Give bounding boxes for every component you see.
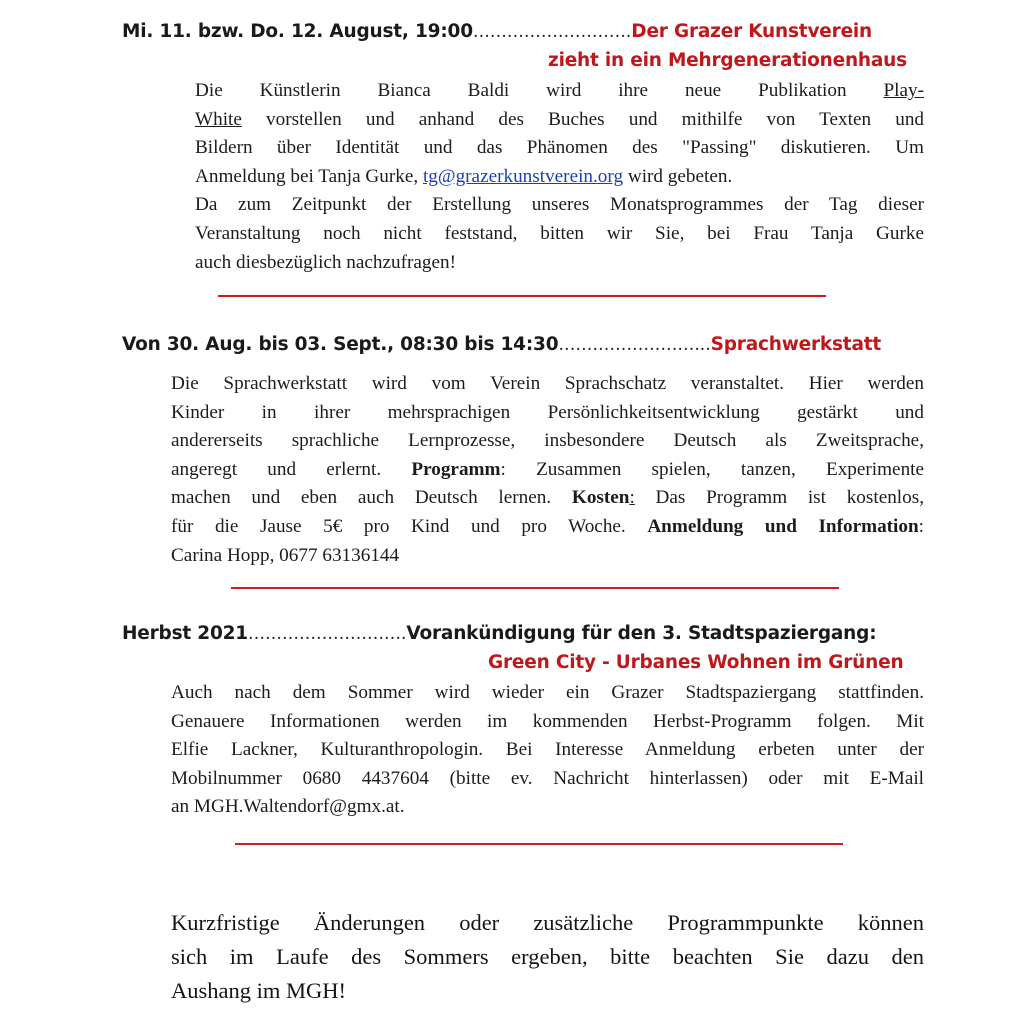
closing-note (171, 906, 924, 1008)
text-line: Bildern über Identität und das Phänomen des "Passing" diskutieren. Um (195, 137, 924, 159)
event2-dots: ……………………... (558, 335, 711, 355)
note-line: Kurzfristige Änderungen oder zusätzliche Programmpunkte können (171, 910, 924, 935)
event3-dots: ………………………. (247, 624, 407, 644)
text-line: angeregt und erlernt. Programm: Zusammen spielen, tanzen, Experimente (171, 458, 925, 480)
text-line: Die Künstlerin Bianca Baldi wird ihre neue Publikation Play- (195, 80, 924, 101)
note-line: Aushang im MGH! (171, 978, 346, 1003)
event1-heading (122, 21, 872, 43)
registration-label: Anmeldung und Information (647, 515, 919, 537)
divider-3 (235, 843, 843, 845)
event3-title-line1: Vorankündigung für den 3. Stadtspaziergang: (406, 623, 877, 644)
text-line: auch diesbezüglich nachzufragen! (195, 251, 457, 273)
program-label: Programm (411, 458, 501, 480)
text-line: Mobilnummer 0680 4437604 (bitte ev. Nachricht hinterlassen) oder mit E-Mail (171, 767, 924, 789)
text-line: Kinder in ihrer mehrsprachigen Persönlichkeitsentwicklung gestärkt und (171, 401, 924, 423)
text-line: Elfie Lackner, Kulturanthropologin. Bei Interesse Anmeldung erbeten unter der (171, 739, 924, 761)
divider-1 (218, 295, 826, 297)
text-line: für die Jause 5€ pro Kind und pro Woche. Anmeldung und Information: (171, 515, 924, 537)
event2-description (171, 370, 924, 570)
text-line: Anmeldung bei Tanja Gurke, tg@grazerkunstverein.org wird gebeten. (195, 165, 733, 187)
costs-label: Kosten (571, 487, 630, 509)
text-line: White vorstellen und anhand des Buches und mithilfe von Texten und (195, 108, 925, 130)
event3-description (171, 679, 924, 822)
contact-line: Carina Hopp, 0677 63136144 (171, 544, 400, 566)
event2-heading (122, 334, 881, 356)
event3-date: Herbst 2021 (122, 623, 248, 644)
event1-dots: ………………………. (472, 22, 632, 42)
text-line: Die Sprachwerkstatt wird vom Verein Sprachschatz veranstaltet. Hier werden (171, 373, 924, 394)
event2-title: Sprachwerkstatt (710, 334, 882, 355)
divider-2 (231, 587, 839, 589)
email-line: an MGH.Waltendorf@gmx.at. (171, 796, 405, 818)
event3-title-line2: Green City - Urbanes Wohnen im Grünen (488, 652, 904, 673)
event1-title-line1: Der Grazer Kunstverein (631, 21, 873, 42)
note-line: sich im Laufe des Sommers ergeben, bitte beachten Sie dazu den (171, 944, 924, 969)
text-line: machen und eben auch Deutsch lernen. Kosten: Das Programm ist kostenlos, (171, 487, 925, 509)
text-line: Auch nach dem Sommer wird wieder ein Grazer Stadtspaziergang stattfinden. (171, 682, 924, 703)
event1-description (195, 77, 924, 277)
publication-title: Play- (883, 80, 924, 101)
text-line: Veranstaltung noch nicht feststand, bitten wir Sie, bei Frau Tanja Gurke (195, 222, 924, 244)
event3-heading (122, 623, 876, 645)
text-line: Da zum Zeitpunkt der Erstellung unseres Monatsprogrammes der Tag dieser (195, 194, 924, 216)
event2-date: Von 30. Aug. bis 03. Sept., 08:30 bis 14:30 (122, 334, 559, 355)
event1-date: Mi. 11. bzw. Do. 12. August, 19:00 (122, 21, 473, 42)
text-line: andererseits sprachliche Lernprozesse, insbesondere Deutsch als Zweitsprache, (171, 430, 924, 452)
event1-title-line2: zieht in ein Mehrgenerationenhaus (548, 50, 907, 71)
publication-title: White (195, 108, 242, 130)
email-link[interactable]: tg@grazerkunstverein.org (422, 165, 624, 187)
text-line: Genauere Informationen werden im kommenden Herbst-Programm folgen. Mit (171, 710, 924, 732)
